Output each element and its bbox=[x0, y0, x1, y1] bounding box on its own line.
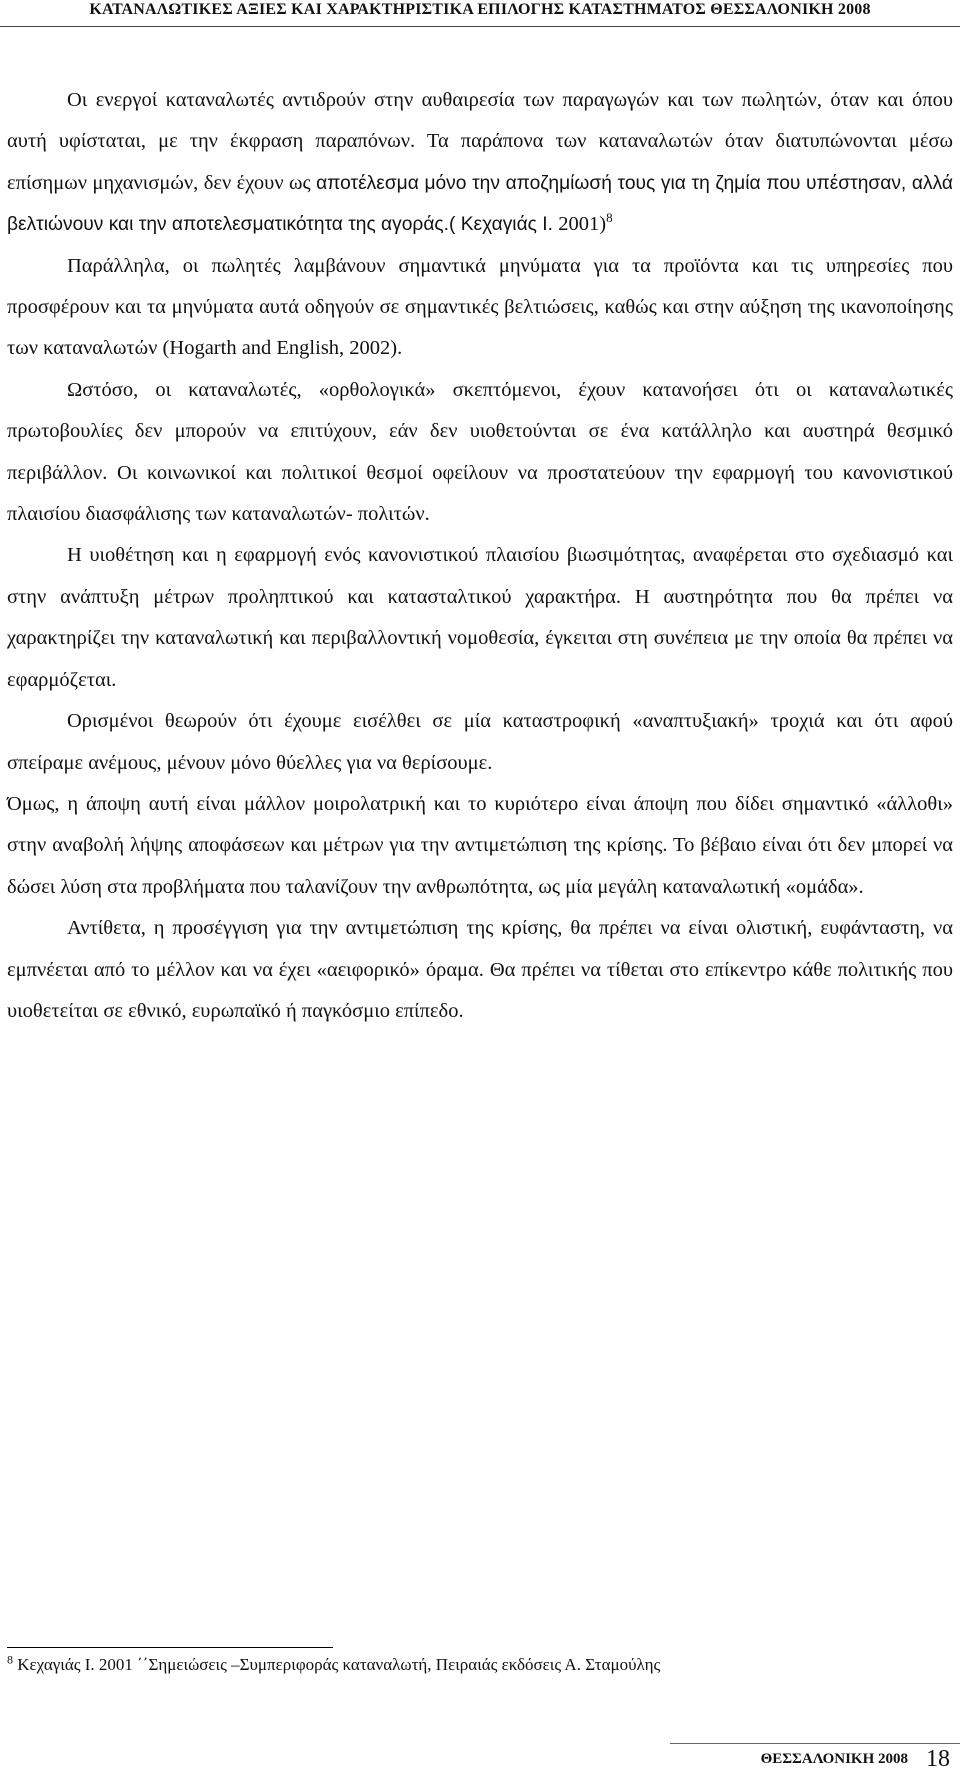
paragraph-3: Ωστόσο, οι καταναλωτές, «ορθολογικά» σκεπτόμενοι, έχουν κατανοήσει ότι οι καταναλωτικές πρωτοβουλίες δεν μπορούν να επιτύχουν, εάν δεν υιοθετούνται σε ένα κατάλληλο και αυστηρά θεσμικό περιβάλλον. Οι κοινωνικοί και πολιτικοί θεσμοί οφείλουν να προστατεύουν την εφαρμογή του κανονιστικού πλαισίου διασφάλισης των καταναλωτών- πολιτών. bbox=[7, 378, 953, 526]
paragraph-6: Όμως, η άποψη αυτή είναι μάλλον μοιρολατρική και το κυριότερο είναι άποψη που δίδει σημαντικό «άλλοθι» στην αναβολή λήψης αποφάσεων και μέτρων για την αντιμετώπιση της κρίσης. Το βέβαιο είναι ότι δεν μπορεί να δώσει λύση στα προβλήματα που ταλανίζουν την ανθρωπότητα, ως μία μεγάλη καταναλωτική «ομάδα». bbox=[7, 792, 953, 898]
running-header: ΚΑΤΑΝΑΛΩΤΙΚΕΣ ΑΞΙΕΣ ΚΑΙ ΧΑΡΑΚΤΗΡΙΣΤΙΚΑ ΕΠΙΛΟΓΗΣ ΚΑΤΑΣΤΗΜΑΤΟΣ ΘΕΣΣΑΛΟΝΙΚΗ 2008 bbox=[89, 1, 871, 18]
paragraph-1-serif: Οι ενεργοί καταναλωτές αντιδρούν στην αυθαιρεσία των παραγωγών και των πωλητών, όταν και όπου αυτή υφίσταται, με την έκφραση παραπόνων. Τα παράπονα των καταναλωτών όταν διατυπώνονται μέσω επίσημων μηχανισμών, δεν έχουν ως bbox=[7, 89, 953, 194]
footnote bbox=[7, 1652, 953, 1678]
paragraph-2: Παράλληλα, οι πωλητές λαμβάνουν σημαντικά μηνύματα για τα προϊόντα και τις υπηρεσίες που προσφέρουν και τα μηνύματα αυτά οδηγούν σε σημαντικές βελτιώσεις, καθώς και στην αύξηση της ικανοποίησης των καταναλωτών (Hogarth and English, 2002). bbox=[7, 254, 953, 360]
footnote-marker: 8 bbox=[7, 1652, 13, 1667]
paragraph-1 bbox=[7, 80, 953, 246]
footer-rule bbox=[670, 1743, 960, 1744]
page-number: 18 bbox=[926, 1746, 950, 1772]
paragraph-7: Αντίθετα, η προσέγγιση για την αντιμετώπιση της κρίσης, θα πρέπει να είναι ολιστική, ευφάνταστη, να εμπνέεται από το μέλλον και να έχει «αειφορικό» όραμα. Θα πρέπει να τίθεται στο επίκεντρο κάθε πολιτικής που υιοθετείται σε εθνικό, ευρωπαϊκό ή παγκόσμιο επίπεδο. bbox=[7, 917, 953, 1022]
document-body bbox=[7, 80, 953, 1032]
footnote-text: Κεχαγιάς Ι. 2001 ΄΄Σημειώσεις –Συμπεριφοράς καταναλωτή, Πειραιάς εκδόσεις Α. Σταμούλης bbox=[13, 1655, 661, 1674]
footer-city-year: ΘΕΣΣΑΛΟΝΙΚΗ 2008 bbox=[760, 1751, 908, 1767]
paragraph-1-tail: 2001) bbox=[558, 213, 607, 236]
paragraph-1-sans: αποτέλεσμα μόνο την αποζημίωσή τους για τη ζημία που υπέστησαν, αλλά βελτιώνουν και την αποτελεσματικότητα της αγοράς.( Κεχαγιάς Ι. bbox=[7, 172, 953, 236]
paragraph-5: Ορισμένοι θεωρούν ότι έχουμε εισέλθει σε μία καταστροφική «αναπτυξιακή» τροχιά και ότι αφού σπείραμε ανέμους, μένουν μόνο θύελλες για να θερίσουμε. bbox=[7, 710, 953, 774]
paragraph-4: Η υιοθέτηση και η εφαρμογή ενός κανονιστικού πλαισίου βιωσιμότητας, αναφέρεται στο σχεδιασμό και στην ανάπτυξη μέτρων προληπτικού και κατασταλτικού χαρακτήρα. Η αυστηρότητα που θα πρέπει να χαρακτηρίζει την καταναλωτική και περιβαλλοντική νομοθεσία, έγκειται στη συνέπεια με την οποία θα πρέπει να εφαρμόζεται. bbox=[7, 544, 953, 691]
footnote-separator bbox=[7, 1647, 333, 1648]
footnote-reference[interactable]: 8 bbox=[606, 210, 613, 226]
header-rule bbox=[0, 26, 960, 27]
